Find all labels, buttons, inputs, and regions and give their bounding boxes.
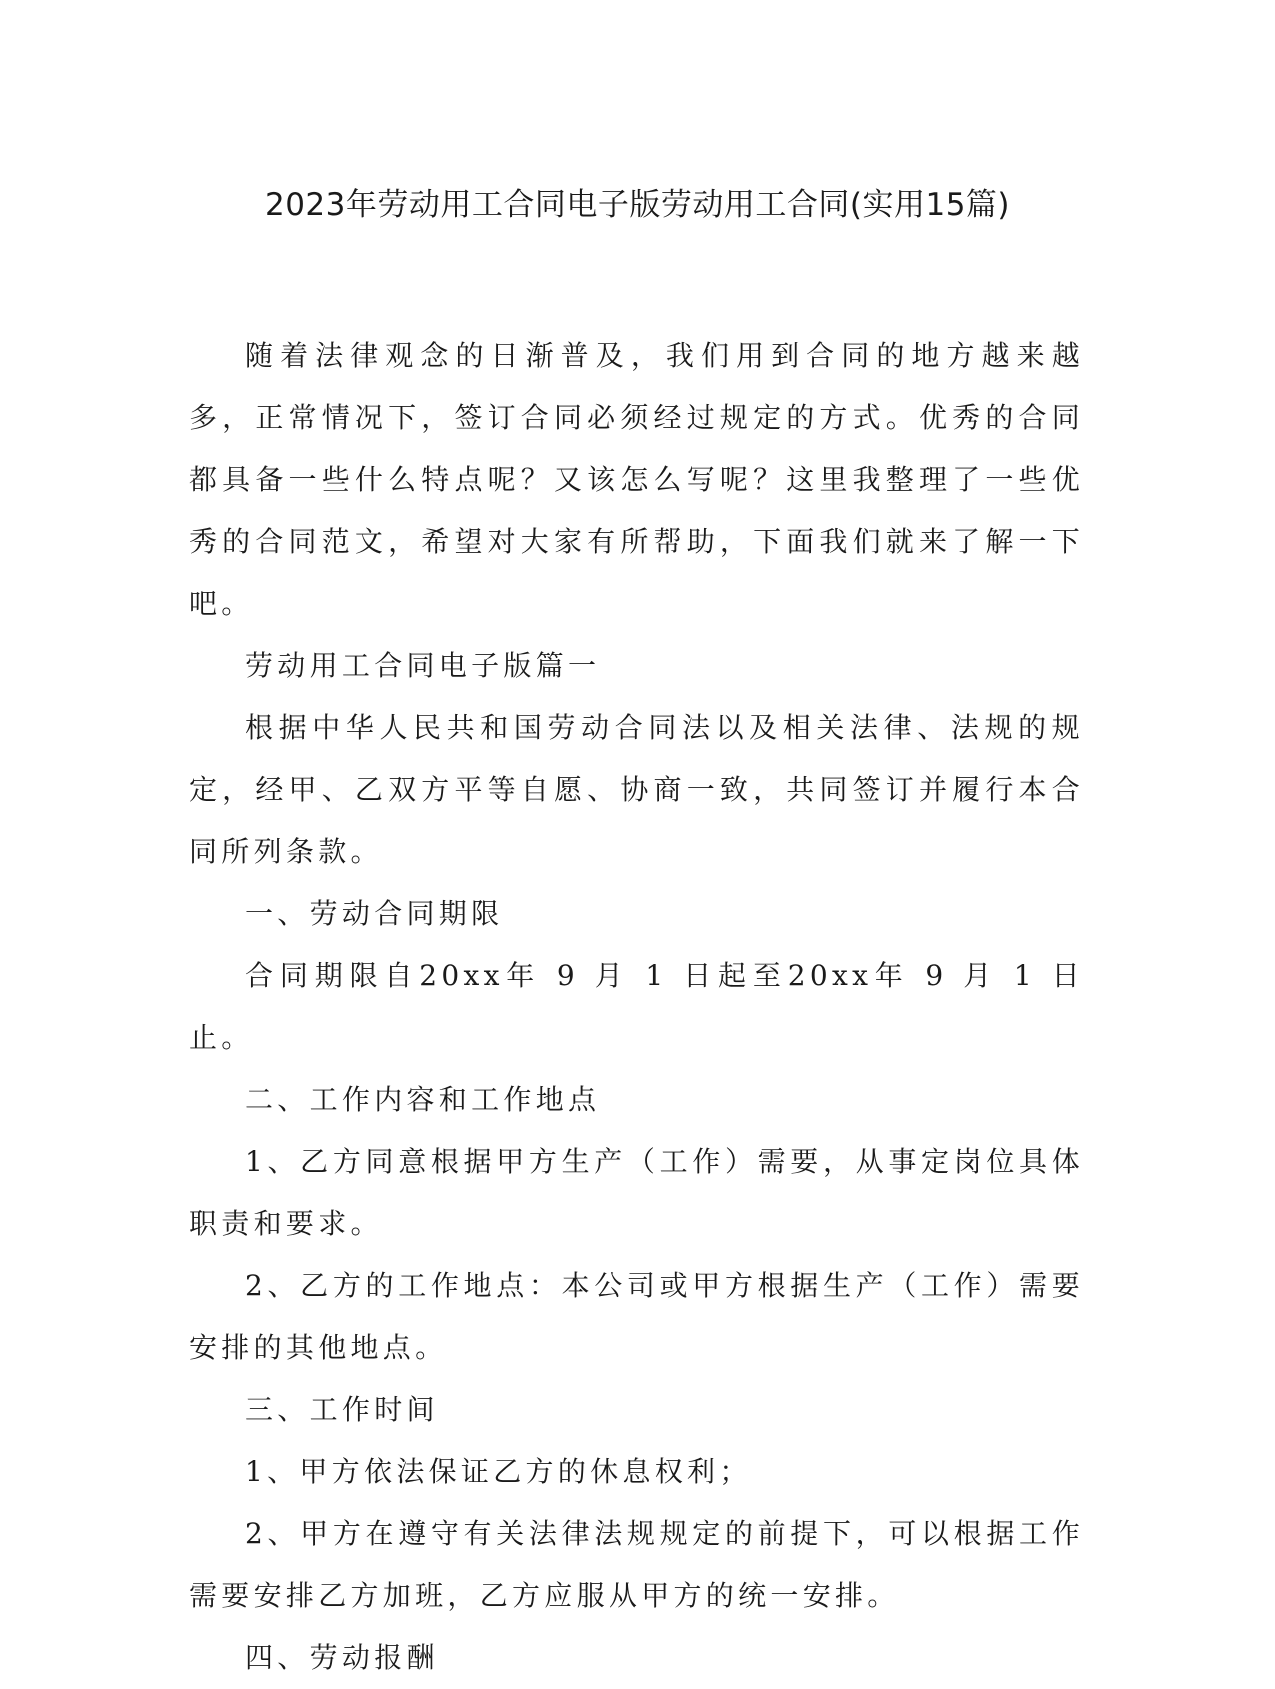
clause-heading-term: 一、劳动合同期限 xyxy=(245,897,504,930)
clause-work-time-1: 1、甲方依法保证乙方的休息权利； xyxy=(245,1455,752,1488)
clause-heading-work-content: 二、工作内容和工作地点 xyxy=(245,1083,601,1116)
document-body xyxy=(189,325,1084,1689)
clause-work-content-2: 2、乙方的工作地点：本公司或甲方根据生产（工作）需要安排的其他地点。 xyxy=(189,1269,1084,1364)
clause-work-content-1: 1、乙方同意根据甲方生产（工作）需要，从事定岗位具体职责和要求。 xyxy=(189,1145,1084,1240)
clause-heading-remuneration: 四、劳动报酬 xyxy=(245,1641,439,1674)
clause-work-time-2: 2、甲方在遵守有关法律法规规定的前提下，可以根据工作需要安排乙方加班，乙方应服从甲方的统一安排。 xyxy=(189,1517,1084,1612)
preamble-paragraph: 根据中华人民共和国劳动合同法以及相关法律、法规的规定，经甲、乙双方平等自愿、协商一致，共同签订并履行本合同所列条款。 xyxy=(189,711,1084,868)
clause-heading-work-time: 三、工作时间 xyxy=(245,1393,439,1426)
clause-term-period: 合同期限自20xx年 9 月 1 日起至20xx年 9 月 1 日止。 xyxy=(189,959,1084,1054)
document-title: 2023年劳动用工合同电子版劳动用工合同(实用15篇) xyxy=(264,187,1011,223)
section-heading-part-one: 劳动用工合同电子版篇一 xyxy=(245,649,601,682)
intro-paragraph: 随着法律观念的日渐普及，我们用到合同的地方越来越多，正常情况下，签订合同必须经过规定的方式。优秀的合同都具备一些什么特点呢？又该怎么写呢？这里我整理了一些优秀的合同范文，希望对大家有所帮助，下面我们就来了解一下吧。 xyxy=(189,339,1084,620)
